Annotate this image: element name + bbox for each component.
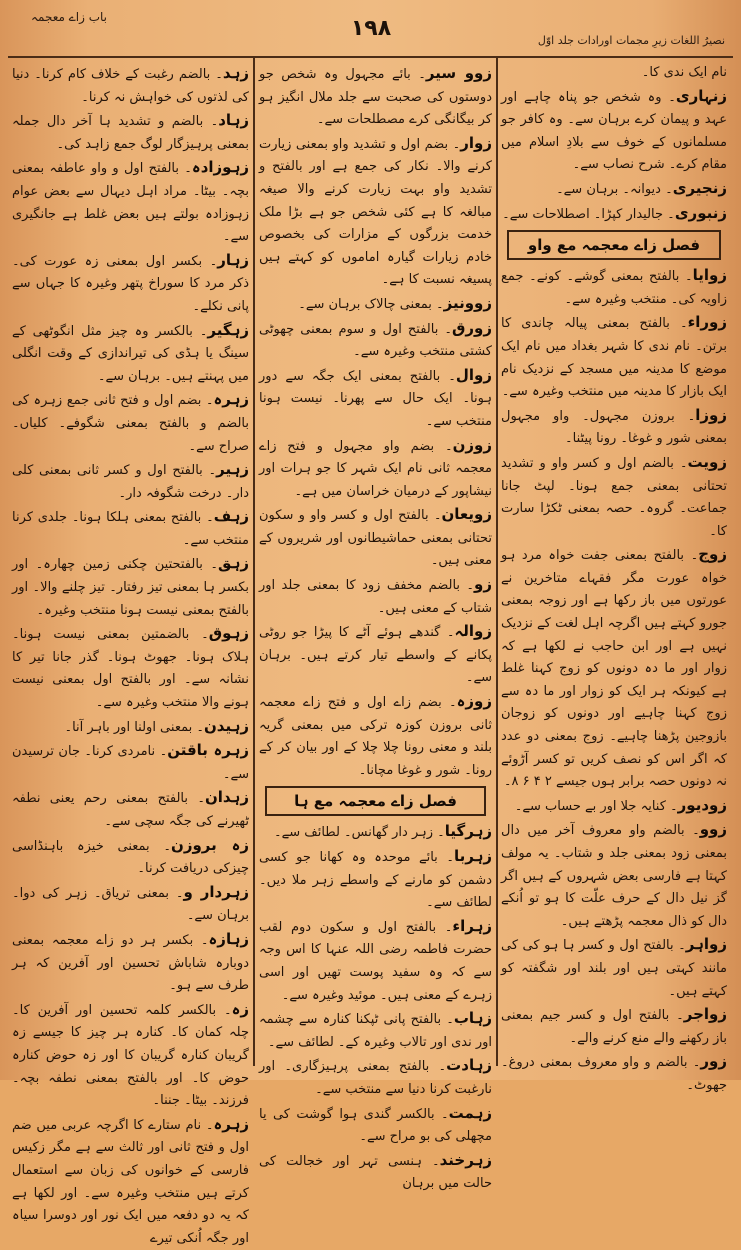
entry-headword: زہار <box>217 250 249 269</box>
entry-headword: زوار <box>460 133 492 152</box>
entry-definition: ۔ بضم اول و تشدید واو بمعنی زیارت کرنے والا۔ نکار کی جمع ہے اور بالفتح و تشدید واو بہت زیارت کرنے والا صیغہ مبالغہ کا ہے کئی شخص جو ہے بڑا ملک خدمت بزرگوں کے مزارات کی بخصوص خادم زیارات گیارہ اماموں کو کہتے ہیں پسیغہ نسبت کا ہے۔ <box>259 136 492 288</box>
column-left <box>12 62 249 1246</box>
dictionary-entry <box>501 177 727 202</box>
header-book-title: نصیرُ اللغات زیرِ مجمات اورادات جلد اوّل <box>537 34 725 47</box>
entry-headword: زہیر <box>216 460 249 479</box>
dictionary-entry <box>501 543 727 794</box>
column-divider-left <box>253 56 255 1066</box>
dictionary-entry <box>259 1149 492 1196</box>
dictionary-entry <box>12 249 249 319</box>
entry-definition: ۔ نامردی کرنا۔ جان ترسیدن سے۔ <box>12 744 249 782</box>
entry-definition: ۔ بالفتح پانی ٹپکنا کنارہ سے چشمہ اور ندی اور تالاب وغیرہ کے۔ لطائف سے۔ <box>259 1012 492 1050</box>
page-header <box>0 0 741 60</box>
entry-definition: ۔ بالضم مخفف زود کا بمعنی جلد اور شتاب کے معنی ہیں۔ <box>259 578 492 616</box>
entry-headword: زوایا <box>692 266 727 285</box>
entry-headword: زہف <box>213 507 249 526</box>
entry-headword: زہرہ <box>213 390 249 409</box>
dictionary-entry <box>259 317 492 364</box>
entry-definition: ۔ بکسر اول بمعنی زہ عورت کی۔ ذکر مرد کا سوراخ پتھر وغیرہ کا جہاں سے پانی نکلے۔ <box>12 253 249 314</box>
dictionary-entry <box>501 451 727 543</box>
dictionary-entry <box>12 458 249 505</box>
entry-headword: زنجیری <box>672 178 727 197</box>
entry-headword: زوزا <box>695 405 727 424</box>
entry-definition: ۔ بالفتح اول و کسر جیم بمعنی باز رکھنے والے منع کرنے والے۔ <box>501 1008 727 1046</box>
dictionary-entry <box>501 311 727 403</box>
dictionary-entry <box>501 933 727 1003</box>
dictionary-entry <box>12 552 249 622</box>
dictionary-entry <box>259 620 492 690</box>
dictionary-entry <box>12 834 249 881</box>
entry-definition: ۔ بالفتح اول و سکون دوم لقب حضرت فاطمہ رضی اللہ عنہا کا اس وجہ سے کہ وہ سفید پوست تھیں اور اسی زہرے کے معنی ہیں۔ موئید وغیرہ سے۔ <box>259 919 492 1003</box>
entry-headword: زنبوری <box>674 203 727 222</box>
entry-definition: ۔ بالفتح بمعنی ہلکا ہونا۔ جلدی کرنا منتخب سے۔ <box>12 510 249 548</box>
entry-headword: زوراء <box>687 313 727 332</box>
page-number: ۱۹۸ <box>350 16 392 41</box>
entry-headword: زہگیر <box>207 320 249 339</box>
dictionary-entry <box>12 998 249 1113</box>
entry-definition: ۔ بالضم و تشدید ہا آخر دال جملہ بمعنی پرہیزگار لوگ جمع زاہد کی۔ <box>12 114 249 152</box>
entry-headword: زوونیز <box>443 293 492 312</box>
dictionary-entry <box>259 503 492 573</box>
entry-definition: نام ایک ندی کا۔ <box>641 65 727 80</box>
dictionary-entry <box>259 1102 492 1149</box>
entry-headword: زوزہ <box>456 692 492 711</box>
dictionary-entry <box>259 1007 492 1054</box>
entry-headword: زوزن <box>452 435 492 454</box>
dictionary-entry <box>12 319 249 389</box>
entry-definition: ۔ بکسر ہر دو زاے معجمہ بمعنی دوبارہ شاباش تحسین اور آفرین کہ ہر طرف سے ہو۔ <box>12 932 249 994</box>
entry-definition: ۔ بمعنی اولنا اور باہر آنا۔ <box>64 719 204 735</box>
entry-definition: ۔ بائے مجہول وہ شخص جو دوستوں کی صحبت سے جلد ملال انگیز ہو کر بیگانگی کرے مصطلحات سے۔ <box>259 67 492 128</box>
dictionary-entry <box>12 62 249 109</box>
entry-headword: زہاب <box>453 1009 492 1028</box>
entry-definition: ۔ نام ستارے کا اگرچہ عربی میں ضم اول و فتح ثانی اور ثالث سے ہے مگر زکیس فارسی کے خوانوں کی زبان سے استعمال کرتے ہیں منتخب وغیرہ سے۔ اور لکھا ہے کہ یہ دو دفعہ میں ایک نور اور دوسرا سیاہ اور جگہ اُنکی تیرے <box>12 1117 249 1246</box>
entry-definition: ۔ جالیدار کپڑا۔ اصطلاحات سے۔ <box>502 206 675 222</box>
entry-definition: ۔ بالفتح اول و کسر ثانی بمعنی کلی دار۔ درخت شگوفہ دار۔ <box>12 463 249 501</box>
entry-headword: زور <box>700 1052 727 1071</box>
entry-headword: زہمت <box>448 1103 492 1122</box>
entry-definition: ۔ دیوانہ۔ برہان سے۔ <box>556 181 673 197</box>
entry-definition: ۔ بالضم واو معروف آخر میں دال بمعنی زود بمعنی جلد و شتاب۔ یہ مولف کہتا ہے فارسی بعض شہروں کے ہیں اگر گز نیل دال کے حرف علّت کا ہو تو اُنکے دال کو ذال معجمہ پڑھتے ہیں۔ <box>501 823 727 929</box>
entry-definition: ۔ بالضم و واو معروف بمعنی دروغ۔ جھوٹ۔ <box>501 1055 727 1093</box>
dictionary-entry <box>259 845 492 915</box>
entry-definition: ۔ بالکسر وہ چیز مثل انگوٹھی کے سینگ یا ہڈی کی تیراندازی کے وقت انگلی میں پہنتے ہیں۔ برہان سے۔ <box>12 323 249 384</box>
dictionary-entry <box>12 505 249 552</box>
entry-definition: ۔ بالفتحتین چکنی زمین چھارہ۔ اور بکسر ہا بمعنی تیز رفتار۔ تیز چلنے والا۔ اور بالفتح بمعنی نیست ہونا منتخب وغیرہ۔ <box>12 557 249 618</box>
dictionary-entry <box>259 364 492 434</box>
entry-definition: ۔ بالضم اول و کسر واو و تشدید تحتانی بمعنی جمع ہونا۔ لپٹ جانا جماعت۔ گروہ۔ حصہ بمعنی ٹکڑا سارت کا۔ <box>501 455 727 539</box>
dictionary-entry <box>501 1050 727 1097</box>
entry-headword: زوج <box>698 545 727 564</box>
entry-definition: ۔ بائے موحدہ وہ کھانا جو کسی دشمن کو مارنے کے واسطے زہر ملا دیں۔ لطائف سے۔ <box>259 850 492 911</box>
dictionary-entry <box>259 915 492 1007</box>
entry-definition: ۔ بالضمتین بمعنی نیست ہونا۔ ہلاک ہونا۔ جھوٹ ہونا۔ گذر جانا تیر کا نشانہ سے۔ اور بالفتح اول بمعنی نیست ہونے والا منتخب وغیرہ سے۔ <box>12 627 249 711</box>
entry-headword: زنہاری <box>675 86 727 105</box>
entry-definition: ۔ بروزن مجہول۔ واو مجہول بمعنی شور و غوغا۔ رونا پیٹنا۔ <box>501 408 727 447</box>
dictionary-entry <box>12 388 249 458</box>
dictionary-entry <box>501 404 727 451</box>
entry-headword: زہربا <box>453 847 492 865</box>
entry-definition: ۔ بضم اول و فتح ثانی جمع زہرہ کی بالضم و بالفتح بمعنی شگوفے۔ کلیاں۔ صراح سے۔ <box>12 393 249 454</box>
entry-definition: ۔ بمعنی خیزہ باہنڈاسی چیزکی دریافت کرنا۔ <box>12 838 249 877</box>
dictionary-entry <box>12 786 249 833</box>
entry-definition: ۔ بالفتح اول و کسر ہا ہو کی کی مانند کہتی ہیں اور بلند اور شگفتہ کو کہتے ہیں۔ <box>501 938 727 999</box>
entry-definition: ۔ بالکسر گندی ہوا گوشت کی یا مچھلی کی بو مراح سے۔ <box>259 1106 492 1145</box>
entry-definition: ۔ بضم زاے اول و فتح زاے معجمہ ثانی بروزن کوزہ ترکی میں بمعنی گریہ بلند و معنی رونا چلا چلا کے اور بیان کر کے رونا۔ شور و غوغا مچانا۔ <box>259 695 492 778</box>
header-rule <box>8 56 733 58</box>
dictionary-entry <box>259 132 492 292</box>
entry-headword: زہدان <box>204 788 249 807</box>
entry-headword: زہاد <box>218 111 249 130</box>
entry-headword: زہ بروزن <box>171 835 249 854</box>
entry-headword: زوو سیر <box>425 64 492 82</box>
dictionary-entry <box>12 739 249 786</box>
column-middle <box>259 62 492 1192</box>
entry-definition: ۔ ہنسی تہر اور خجالت کی حالت میں برہان <box>259 1153 492 1192</box>
dictionary-entry <box>12 881 249 928</box>
dictionary-entry <box>12 715 249 740</box>
entry-headword: زواہر <box>685 935 727 954</box>
header-chapter-title: باب زاے معجمہ <box>30 10 107 24</box>
dictionary-entry <box>501 62 727 85</box>
entry-definition: ۔ بمعنی تریاق۔ زہر کی دوا۔ برہان سے۔ <box>12 885 249 924</box>
entry-headword: زہرہ <box>213 1114 249 1133</box>
column-right <box>501 62 727 1093</box>
dictionary-entry <box>12 1113 249 1250</box>
entry-definition: ۔ بالفتح بمعنی گوشے۔ کونے۔ جمع زاویہ کی۔ منتخب وغیرہ سے۔ <box>501 269 727 307</box>
dictionary-entry <box>501 202 727 227</box>
column-divider-right <box>496 56 498 1066</box>
entry-headword: زہادت <box>446 1056 492 1075</box>
dictionary-entry <box>12 928 249 998</box>
entry-definition: ۔ بالفتح بمعنی رحم یعنی نطفہ ٹھیرنے کی جگہ سچی سے۔ <box>12 791 249 829</box>
dictionary-entry <box>259 62 492 132</box>
entry-headword: زہرہ باقتن <box>167 741 249 760</box>
entry-headword: زوالہ <box>454 622 492 641</box>
entry-headword: زہردار و <box>183 882 249 901</box>
entry-definition: ۔ بالضم رغبت کے خلاف کام کرنا۔ دنیا کی لذتوں کی خواہش نہ کرنا۔ <box>12 67 249 105</box>
section-heading: فصل زاے معجمہ مع واو <box>507 230 721 260</box>
dictionary-entry <box>501 818 727 933</box>
entry-headword: زہوق <box>208 624 249 643</box>
entry-headword: زہرگیا <box>444 822 492 841</box>
entry-headword: زواجر <box>683 1005 727 1024</box>
dictionary-entry <box>12 109 249 156</box>
section-heading: فصل زاے معجمہ مع ہا <box>265 786 486 816</box>
entry-headword: زودیور <box>677 795 727 814</box>
entry-headword: زہق <box>218 554 249 573</box>
dictionary-entry <box>501 264 727 311</box>
entry-definition: ۔ بالفتح اول و سوم بمعنی چھوٹی کشتی منتخب وغیرہ سے۔ <box>259 321 492 360</box>
dictionary-entry <box>501 794 727 819</box>
entry-definition: ۔ گندھے ہوئے آٹے کا پیڑا جو روٹی پکانے کے واسطے تیار کرتے ہیں۔ برہان سے۔ <box>259 625 492 686</box>
entry-definition: ۔ بمعنی چالاک برہان سے۔ <box>298 296 444 312</box>
entry-headword: زویت <box>687 452 727 471</box>
dictionary-entry <box>501 85 727 177</box>
entry-headword: زہازہ <box>208 929 249 948</box>
entry-headword: زوو <box>699 820 727 839</box>
dictionary-entry <box>259 690 492 782</box>
entry-definition: ۔ بالفتح اول و واو عاطفہ بمعنی بچہ۔ بیٹا۔ مراد اہل دیہال سے بعض عوام زہوزادہ بولتے ہیں بعض غلط ہے جانگیری سے۔ <box>12 161 249 245</box>
entry-definition: ۔ بضم واو مجہول و فتح زاے معجمہ ثانی نام ایک شہر کا جو ہرات اور نیشاپور کے درمیان خراسان میں ہے۔ <box>259 438 492 499</box>
entry-definition: ۔ بالفتح بمعنی ایک جگہ سے دور ہونا۔ ایک حال سے پھرنا۔ نیست ہونا منتخب سے۔ <box>259 368 492 429</box>
entry-headword: زورق <box>451 318 492 337</box>
entry-headword: زہوزادہ <box>191 158 249 177</box>
entry-definition: ۔ کنایہ جلا اور بے حساب سے۔ <box>514 798 678 814</box>
entry-definition: ۔ بالفتح بمعنی پیالہ چاندی کا برتن۔ نام ندی کا شہر بغداد میں نام ایک موضع کا مدینہ میں مسجد کے نزدیک نام ایک بازار کا مدینہ میں منتخب وغیرہ سے۔ <box>501 316 727 400</box>
entry-definition: ۔ بالفتح بمعنی پرہیزگاری۔ اور نارغبت کرنا دنیا سے منتخب سے۔ <box>259 1059 492 1097</box>
entry-headword: زویعان <box>441 505 492 524</box>
dictionary-entry <box>259 292 492 317</box>
dictionary-entry <box>501 1003 727 1050</box>
entry-headword: زہیدن <box>203 716 249 735</box>
dictionary-entry <box>12 622 249 714</box>
entry-definition: ۔ بالفتح اول و کسر واو و سکون تحتانی بمعنی حماشیطانوں اور شریروں کے معنی ہیں۔ <box>259 508 492 569</box>
dictionary-entry <box>259 820 492 845</box>
dictionary-entry <box>259 434 492 504</box>
entry-definition: ۔ بالکسر کلمہ تحسین اور آفرین کا۔ چلہ کمان کا۔ کنارہ ہر چیز کا جیسے زہ گریبان کنارہ گریبان کا اور زہ حوض کنارہ حوض کا۔ اور بالفتح بمعنی نطفہ بچہ۔ فرزند۔ بیٹا۔ جننا۔ <box>12 1002 249 1109</box>
entry-headword: زہرخند <box>439 1150 492 1169</box>
entry-headword: زہراء <box>452 916 492 935</box>
dictionary-entry <box>12 156 249 248</box>
entry-headword: زو <box>474 575 492 594</box>
entry-headword: زہ <box>231 999 249 1018</box>
entry-headword: زہد <box>222 64 249 82</box>
entry-headword: زوال <box>455 365 492 384</box>
entry-definition: ۔ وہ شخص جو پناہ چاہے اور عہد و پیمان کرے برہان سے۔ وہ کافر جو مسلمانوں کے خوف سے بلادِ اسلام میں مقام کرے۔ شرح نصاب سے۔ <box>501 89 727 173</box>
entry-definition: ۔ بالفتح بمعنی جفت خواہ مرد ہو خواہ عورت مگر فقہاے متاخرین نے عورتوں میں باز رکھا ہے اور زوجہ بمعنی جورو کہتے ہیں اگرچہ اہل لغت کے نزدیک نہیں ہے اور ابن حاجب نے لکھا ہے کہ زوار اور ما دہ دونوں کو زوج کہنا غلط ہے کیونکہ ہر ایک کو زوار اور ما دہ سے زوج کہنا چاہیے اور دونوں کو زوجان بازوجین پڑھنا چاہیے۔ زوج بمعنی دو عدد کہ اگر اس کو نصف کریں تو کسر آڑوئے نہ دونوں حصہ برابر ہوں جیسے ۲ ۴ ۶ ۸۔ <box>501 548 727 790</box>
dictionary-entry <box>259 573 492 620</box>
entry-definition: ۔ زہر دار گھانس۔ لطائف سے۔ <box>274 825 445 841</box>
dictionary-entry <box>259 1054 492 1101</box>
